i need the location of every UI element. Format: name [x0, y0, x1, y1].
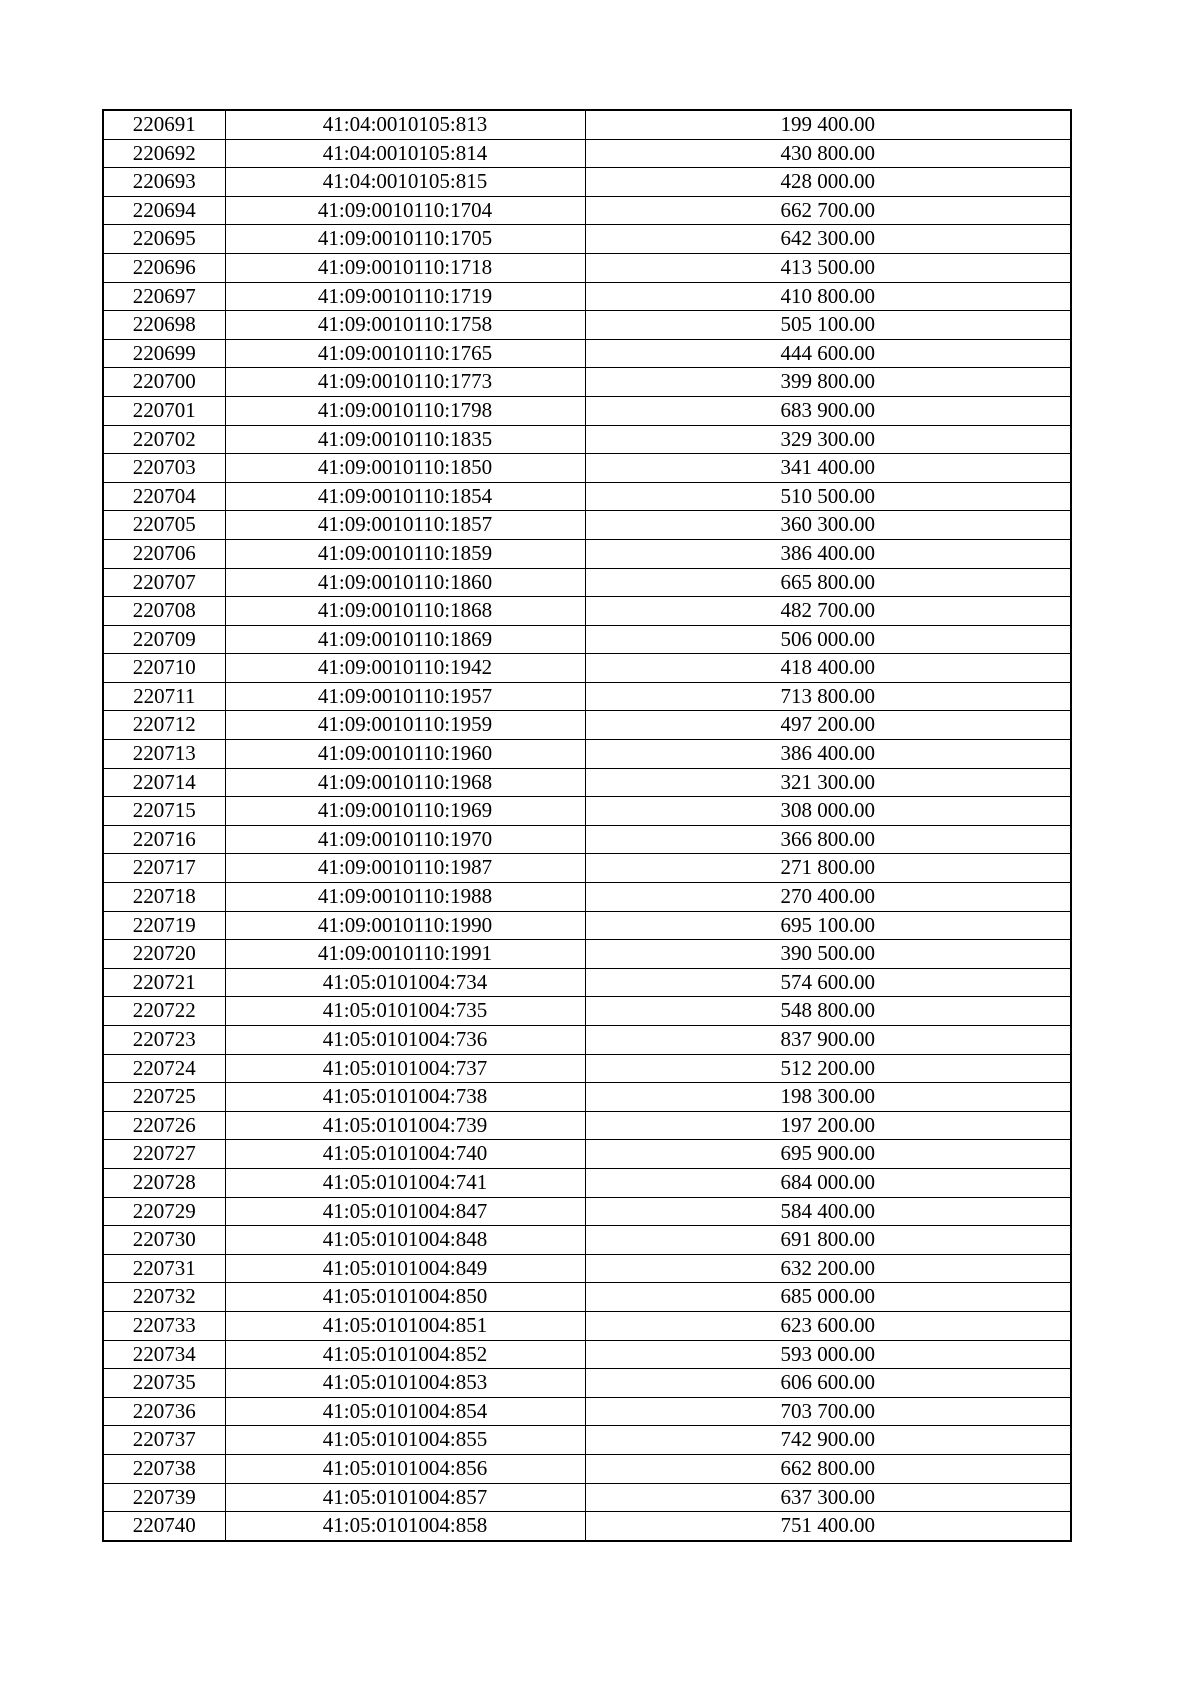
row-number-cell: 220703: [103, 454, 225, 483]
table-row: [103, 539, 1071, 568]
row-number-cell: 220692: [103, 139, 225, 168]
cadastral-number-cell: 41:09:0010110:1959: [225, 711, 585, 740]
cadastral-value-cell: 198 300.00: [585, 1083, 1071, 1112]
table-row: [103, 1083, 1071, 1112]
table-row: [103, 425, 1071, 454]
row-number-cell: 220713: [103, 740, 225, 769]
table-row: [103, 1054, 1071, 1083]
cadastral-number-cell: 41:09:0010110:1869: [225, 625, 585, 654]
row-number-cell: 220719: [103, 911, 225, 940]
table-row: [103, 854, 1071, 883]
cadastral-value-cell: 482 700.00: [585, 597, 1071, 626]
row-number-cell: 220693: [103, 168, 225, 197]
cadastral-number-cell: 41:05:0101004:854: [225, 1397, 585, 1426]
table-row: [103, 1226, 1071, 1255]
row-number-cell: 220707: [103, 568, 225, 597]
row-number-cell: 220731: [103, 1254, 225, 1283]
cadastral-value-cell: 548 800.00: [585, 997, 1071, 1026]
cadastral-value-cell: 341 400.00: [585, 454, 1071, 483]
cadastral-value-cell: 623 600.00: [585, 1311, 1071, 1340]
cadastral-value-cell: 418 400.00: [585, 654, 1071, 683]
row-number-cell: 220691: [103, 110, 225, 139]
cadastral-value-cell: 329 300.00: [585, 425, 1071, 454]
table-row: [103, 1197, 1071, 1226]
cadastral-number-cell: 41:09:0010110:1835: [225, 425, 585, 454]
cadastral-number-cell: 41:05:0101004:849: [225, 1254, 585, 1283]
row-number-cell: 220714: [103, 768, 225, 797]
row-number-cell: 220727: [103, 1140, 225, 1169]
cadastral-value-cell: 428 000.00: [585, 168, 1071, 197]
table-row: [103, 940, 1071, 969]
table-row: [103, 511, 1071, 540]
cadastral-value-cell: 505 100.00: [585, 311, 1071, 340]
table-row: [103, 1140, 1071, 1169]
table-row: [103, 454, 1071, 483]
table-row: [103, 253, 1071, 282]
cadastral-value-cell: 497 200.00: [585, 711, 1071, 740]
row-number-cell: 220704: [103, 482, 225, 511]
row-number-cell: 220720: [103, 940, 225, 969]
table-row: [103, 139, 1071, 168]
row-number-cell: 220699: [103, 339, 225, 368]
table-row: [103, 883, 1071, 912]
table-row: [103, 997, 1071, 1026]
cadastral-value-cell: 366 800.00: [585, 825, 1071, 854]
row-number-cell: 220715: [103, 797, 225, 826]
cadastral-number-cell: 41:05:0101004:856: [225, 1454, 585, 1483]
table-row: [103, 396, 1071, 425]
table-row: [103, 768, 1071, 797]
row-number-cell: 220698: [103, 311, 225, 340]
table-row: [103, 110, 1071, 139]
cadastral-number-cell: 41:05:0101004:735: [225, 997, 585, 1026]
cadastral-value-cell: 197 200.00: [585, 1111, 1071, 1140]
row-number-cell: 220716: [103, 825, 225, 854]
cadastral-value-cell: 321 300.00: [585, 768, 1071, 797]
row-number-cell: 220718: [103, 883, 225, 912]
cadastral-number-cell: 41:05:0101004:737: [225, 1054, 585, 1083]
cadastral-value-cell: 512 200.00: [585, 1054, 1071, 1083]
row-number-cell: 220697: [103, 282, 225, 311]
row-number-cell: 220734: [103, 1340, 225, 1369]
cadastral-value-cell: 662 700.00: [585, 196, 1071, 225]
table-row: [103, 1369, 1071, 1398]
row-number-cell: 220694: [103, 196, 225, 225]
cadastral-value-cell: 413 500.00: [585, 253, 1071, 282]
cadastral-number-cell: 41:05:0101004:858: [225, 1512, 585, 1541]
row-number-cell: 220701: [103, 396, 225, 425]
cadastral-value-cell: 410 800.00: [585, 282, 1071, 311]
cadastral-value-cell: 637 300.00: [585, 1483, 1071, 1512]
cadastral-value-cell: 662 800.00: [585, 1454, 1071, 1483]
row-number-cell: 220725: [103, 1083, 225, 1112]
table-row: [103, 368, 1071, 397]
cadastral-value-cell: 444 600.00: [585, 339, 1071, 368]
row-number-cell: 220695: [103, 225, 225, 254]
cadastral-value-cell: 574 600.00: [585, 968, 1071, 997]
cadastral-number-cell: 41:09:0010110:1850: [225, 454, 585, 483]
row-number-cell: 220721: [103, 968, 225, 997]
cadastral-number-cell: 41:09:0010110:1968: [225, 768, 585, 797]
row-number-cell: 220709: [103, 625, 225, 654]
table-row: [103, 1111, 1071, 1140]
row-number-cell: 220724: [103, 1054, 225, 1083]
table-row: [103, 682, 1071, 711]
cadastral-value-cell: 430 800.00: [585, 139, 1071, 168]
cadastral-value-cell: 606 600.00: [585, 1369, 1071, 1398]
row-number-cell: 220710: [103, 654, 225, 683]
table-row: [103, 311, 1071, 340]
cadastral-value-cell: 837 900.00: [585, 1026, 1071, 1055]
table-row: [103, 1340, 1071, 1369]
row-number-cell: 220696: [103, 253, 225, 282]
cadastral-value-cell: 691 800.00: [585, 1226, 1071, 1255]
table-row: [103, 1283, 1071, 1312]
table-row: [103, 711, 1071, 740]
row-number-cell: 220735: [103, 1369, 225, 1398]
table-row: [103, 1254, 1071, 1283]
cadastral-value-cell: 683 900.00: [585, 396, 1071, 425]
cadastral-value-cell: 199 400.00: [585, 110, 1071, 139]
row-number-cell: 220736: [103, 1397, 225, 1426]
cadastral-number-cell: 41:09:0010110:1991: [225, 940, 585, 969]
cadastral-value-cell: 399 800.00: [585, 368, 1071, 397]
cadastral-number-cell: 41:04:0010105:813: [225, 110, 585, 139]
row-number-cell: 220717: [103, 854, 225, 883]
cadastral-number-cell: 41:09:0010110:1969: [225, 797, 585, 826]
cadastral-number-cell: 41:04:0010105:815: [225, 168, 585, 197]
cadastral-number-cell: 41:05:0101004:739: [225, 1111, 585, 1140]
cadastral-value-cell: 695 100.00: [585, 911, 1071, 940]
cadastral-number-cell: 41:09:0010110:1758: [225, 311, 585, 340]
row-number-cell: 220708: [103, 597, 225, 626]
cadastral-value-cell: 584 400.00: [585, 1197, 1071, 1226]
row-number-cell: 220739: [103, 1483, 225, 1512]
cadastral-value-cell: 510 500.00: [585, 482, 1071, 511]
cadastral-number-cell: 41:05:0101004:851: [225, 1311, 585, 1340]
cadastral-number-cell: 41:09:0010110:1988: [225, 883, 585, 912]
cadastral-value-cell: 390 500.00: [585, 940, 1071, 969]
cadastral-value-cell: 642 300.00: [585, 225, 1071, 254]
cadastral-number-cell: 41:05:0101004:847: [225, 1197, 585, 1226]
table-row: [103, 1454, 1071, 1483]
table-row: [103, 1168, 1071, 1197]
table-row: [103, 482, 1071, 511]
cadastral-number-cell: 41:09:0010110:1868: [225, 597, 585, 626]
table-body: [103, 110, 1071, 1541]
table-row: [103, 1426, 1071, 1455]
table-row: [103, 282, 1071, 311]
cadastral-number-cell: 41:09:0010110:1859: [225, 539, 585, 568]
cadastral-value-table: [102, 109, 1072, 1542]
table-row: [103, 168, 1071, 197]
table-row: [103, 1483, 1071, 1512]
cadastral-value-cell: 593 000.00: [585, 1340, 1071, 1369]
row-number-cell: 220702: [103, 425, 225, 454]
cadastral-number-cell: 41:05:0101004:848: [225, 1226, 585, 1255]
row-number-cell: 220730: [103, 1226, 225, 1255]
row-number-cell: 220733: [103, 1311, 225, 1340]
table-row: [103, 625, 1071, 654]
table-row: [103, 797, 1071, 826]
cadastral-value-cell: 713 800.00: [585, 682, 1071, 711]
cadastral-value-cell: 751 400.00: [585, 1512, 1071, 1541]
row-number-cell: 220706: [103, 539, 225, 568]
cadastral-number-cell: 41:09:0010110:1854: [225, 482, 585, 511]
cadastral-number-cell: 41:05:0101004:855: [225, 1426, 585, 1455]
table-row: [103, 1397, 1071, 1426]
row-number-cell: 220729: [103, 1197, 225, 1226]
cadastral-value-cell: 360 300.00: [585, 511, 1071, 540]
cadastral-number-cell: 41:09:0010110:1798: [225, 396, 585, 425]
table-row: [103, 339, 1071, 368]
row-number-cell: 220712: [103, 711, 225, 740]
row-number-cell: 220722: [103, 997, 225, 1026]
row-number-cell: 220738: [103, 1454, 225, 1483]
cadastral-number-cell: 41:09:0010110:1719: [225, 282, 585, 311]
cadastral-number-cell: 41:05:0101004:734: [225, 968, 585, 997]
cadastral-value-cell: 695 900.00: [585, 1140, 1071, 1169]
cadastral-number-cell: 41:05:0101004:736: [225, 1026, 585, 1055]
table-row: [103, 968, 1071, 997]
cadastral-number-cell: 41:09:0010110:1718: [225, 253, 585, 282]
cadastral-number-cell: 41:09:0010110:1970: [225, 825, 585, 854]
table-row: [103, 196, 1071, 225]
cadastral-value-cell: 703 700.00: [585, 1397, 1071, 1426]
cadastral-number-cell: 41:05:0101004:738: [225, 1083, 585, 1112]
table-row: [103, 1512, 1071, 1541]
cadastral-value-cell: 684 000.00: [585, 1168, 1071, 1197]
row-number-cell: 220723: [103, 1026, 225, 1055]
row-number-cell: 220711: [103, 682, 225, 711]
table-row: [103, 911, 1071, 940]
row-number-cell: 220700: [103, 368, 225, 397]
cadastral-number-cell: 41:09:0010110:1942: [225, 654, 585, 683]
row-number-cell: 220705: [103, 511, 225, 540]
cadastral-number-cell: 41:09:0010110:1860: [225, 568, 585, 597]
cadastral-number-cell: 41:09:0010110:1960: [225, 740, 585, 769]
cadastral-number-cell: 41:05:0101004:740: [225, 1140, 585, 1169]
table-row: [103, 597, 1071, 626]
cadastral-number-cell: 41:09:0010110:1773: [225, 368, 585, 397]
cadastral-number-cell: 41:09:0010110:1990: [225, 911, 585, 940]
cadastral-value-cell: 665 800.00: [585, 568, 1071, 597]
row-number-cell: 220737: [103, 1426, 225, 1455]
cadastral-number-cell: 41:09:0010110:1704: [225, 196, 585, 225]
row-number-cell: 220726: [103, 1111, 225, 1140]
cadastral-number-cell: 41:05:0101004:741: [225, 1168, 585, 1197]
row-number-cell: 220728: [103, 1168, 225, 1197]
cadastral-number-cell: 41:09:0010110:1957: [225, 682, 585, 711]
cadastral-number-cell: 41:09:0010110:1765: [225, 339, 585, 368]
cadastral-value-cell: 308 000.00: [585, 797, 1071, 826]
cadastral-number-cell: 41:05:0101004:852: [225, 1340, 585, 1369]
cadastral-value-cell: 685 000.00: [585, 1283, 1071, 1312]
cadastral-value-cell: 386 400.00: [585, 539, 1071, 568]
cadastral-number-cell: 41:09:0010110:1987: [225, 854, 585, 883]
table-row: [103, 225, 1071, 254]
cadastral-value-cell: 632 200.00: [585, 1254, 1071, 1283]
row-number-cell: 220732: [103, 1283, 225, 1312]
cadastral-value-cell: 506 000.00: [585, 625, 1071, 654]
table-row: [103, 825, 1071, 854]
cadastral-number-cell: 41:09:0010110:1857: [225, 511, 585, 540]
cadastral-value-cell: 742 900.00: [585, 1426, 1071, 1455]
table-row: [103, 1026, 1071, 1055]
cadastral-value-cell: 270 400.00: [585, 883, 1071, 912]
cadastral-number-cell: 41:09:0010110:1705: [225, 225, 585, 254]
table-row: [103, 740, 1071, 769]
cadastral-number-cell: 41:04:0010105:814: [225, 139, 585, 168]
cadastral-value-cell: 271 800.00: [585, 854, 1071, 883]
table-row: [103, 654, 1071, 683]
row-number-cell: 220740: [103, 1512, 225, 1541]
cadastral-number-cell: 41:05:0101004:853: [225, 1369, 585, 1398]
cadastral-number-cell: 41:05:0101004:857: [225, 1483, 585, 1512]
cadastral-number-cell: 41:05:0101004:850: [225, 1283, 585, 1312]
table-row: [103, 568, 1071, 597]
cadastral-value-cell: 386 400.00: [585, 740, 1071, 769]
table-row: [103, 1311, 1071, 1340]
